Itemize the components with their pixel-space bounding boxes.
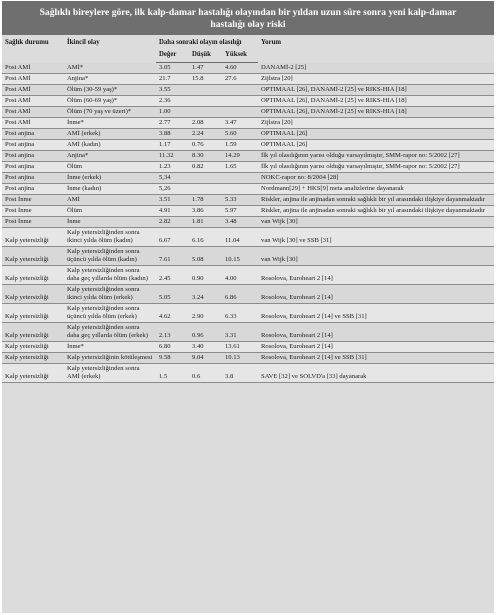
- table-row: [2, 266, 494, 285]
- cell-secondary-event: İnme*: [64, 118, 156, 129]
- cell-value: 2.13: [156, 323, 189, 342]
- cell-value: 7.61: [156, 247, 189, 266]
- cell-low: 0.82: [189, 162, 222, 173]
- cell-high: 27.6: [222, 74, 258, 85]
- cell-comment: Rosolova, Euroheart 2 [14]: [258, 342, 494, 353]
- table-row: [2, 228, 494, 247]
- cell-secondary-event: İnme: [64, 217, 156, 228]
- cell-low: 3.86: [189, 206, 222, 217]
- table-row: [2, 195, 494, 206]
- cell-health-status: Kalp yetersizliği: [2, 364, 64, 383]
- header-probability: Daha sonraki olayın olasılığı: [159, 39, 242, 46]
- table-row: [2, 129, 494, 140]
- cell-value: 5,34: [156, 173, 189, 184]
- cell-value: 5,26: [156, 184, 189, 195]
- cell-comment: Rosolova, Euroheart 2 [14] ve SSB [31]: [258, 304, 494, 323]
- subheader-high: Yüksek: [222, 49, 258, 63]
- cell-comment: OPTIMAAL [26], DANAMİ-2 [25] ve RIKS-HIA [18]: [258, 107, 494, 118]
- cell-comment: van Wijk [30]: [258, 217, 494, 228]
- cell-secondary-event: AMİ (kadın): [64, 140, 156, 151]
- cell-low: 0.76: [189, 140, 222, 151]
- table-row: [2, 151, 494, 162]
- cell-high: 6.86: [222, 285, 258, 304]
- cell-low: 1.47: [189, 63, 222, 74]
- cell-low: 2.90: [189, 304, 222, 323]
- cell-high: 11.04: [222, 228, 258, 247]
- subheader-low: Düşük: [189, 49, 222, 63]
- cell-comment: İlk yıl olasılığının yarısı olduğu varsayılmıştır, SMM-rapor no: 5/2002 [27]: [258, 151, 494, 162]
- cell-low: [189, 107, 222, 118]
- table-row: [2, 217, 494, 228]
- cell-comment: SAVE [32] ve SOLVD'a [33] dayanarak: [258, 364, 494, 383]
- cell-value: 2.45: [156, 266, 189, 285]
- cell-comment: NOKC-rapor no: 8/2004 [28]: [258, 173, 494, 184]
- table-row: [2, 323, 494, 342]
- cell-value: 2.36: [156, 96, 189, 107]
- cell-high: 5.33: [222, 195, 258, 206]
- cell-health-status: Post anjina: [2, 173, 64, 184]
- table-row: [2, 173, 494, 184]
- cell-health-status: Post anjina: [2, 140, 64, 151]
- cell-low: 9.04: [189, 353, 222, 364]
- cell-health-status: Kalp yetersizliği: [2, 342, 64, 353]
- cell-secondary-event: İnme (erkek): [64, 173, 156, 184]
- cell-low: [189, 85, 222, 96]
- document-page: [2, 1, 494, 613]
- cell-low: 15.8: [189, 74, 222, 85]
- cell-health-status: Post AMİ: [2, 118, 64, 129]
- cell-high: [222, 107, 258, 118]
- cell-high: 6.33: [222, 304, 258, 323]
- table-title: [2, 1, 494, 35]
- cell-high: 14.29: [222, 151, 258, 162]
- cell-low: 2.08: [189, 118, 222, 129]
- cell-low: 6.16: [189, 228, 222, 247]
- cell-health-status: Post anjina: [2, 162, 64, 173]
- cell-secondary-event: Ölüm: [64, 206, 156, 217]
- cell-value: 1.00: [156, 107, 189, 118]
- cell-value: 4.91: [156, 206, 189, 217]
- table-row: [2, 353, 494, 364]
- cell-health-status: Post anjina: [2, 151, 64, 162]
- cell-value: 3.88: [156, 129, 189, 140]
- cell-comment: OPTIMAAL [26]: [258, 129, 494, 140]
- cell-value: 2.82: [156, 217, 189, 228]
- cell-health-status: Post İnme: [2, 206, 64, 217]
- cell-secondary-event: Kalp yetersizliğinden sonra daha geç yıllarda ölüm (kadın): [64, 266, 156, 285]
- cell-secondary-event: Kalp yetersizliğinden sonra üçüncü yılda ölüm (kadın): [64, 247, 156, 266]
- cell-health-status: Kalp yetersizliği: [2, 323, 64, 342]
- cell-health-status: Post AMİ: [2, 74, 64, 85]
- cell-high: 5.60: [222, 129, 258, 140]
- cell-low: 5.08: [189, 247, 222, 266]
- table-row: [2, 162, 494, 173]
- cell-secondary-event: Anjina*: [64, 74, 156, 85]
- cell-health-status: Post İnme: [2, 195, 64, 206]
- cell-value: 9.58: [156, 353, 189, 364]
- table-row: [2, 74, 494, 85]
- cell-value: 4.62: [156, 304, 189, 323]
- cell-secondary-event: İnme (kadın): [64, 184, 156, 195]
- cell-low: 1.78: [189, 195, 222, 206]
- table-row: [2, 96, 494, 107]
- cell-secondary-event: Ölüm (60-69 yaş)*: [64, 96, 156, 107]
- cell-health-status: Kalp yetersizliği: [2, 228, 64, 247]
- cell-high: 3.47: [222, 118, 258, 129]
- cell-comment: İlk yıl olasılığının yarısı olduğu varsayılmıştır, SMM-rapor no: 5/2002 [27]: [258, 162, 494, 173]
- cell-value: 1.23: [156, 162, 189, 173]
- cell-comment: Rosolova, Euroheart 2 [14]: [258, 266, 494, 285]
- cell-low: 0.90: [189, 266, 222, 285]
- risk-table: [2, 35, 494, 383]
- cell-comment: Riskler, anjina ile anjinadan sonraki sağlıklı bir yıl arasındaki ilişkiye dayanmaktadır: [258, 206, 494, 217]
- cell-value: 11.32: [156, 151, 189, 162]
- cell-high: 3.31: [222, 323, 258, 342]
- table-row: [2, 140, 494, 151]
- cell-low: [189, 96, 222, 107]
- cell-secondary-event: Ölüm (30-59 yaş)*: [64, 85, 156, 96]
- subheader-value: Değer: [156, 49, 189, 63]
- cell-comment: van Wijk [30] ve SSB [31]: [258, 228, 494, 247]
- table-body: [2, 63, 494, 383]
- cell-secondary-event: Ölüm (70 yaş ve üzeri)*: [64, 107, 156, 118]
- cell-value: 6.80: [156, 342, 189, 353]
- title-line-2: hastalığı olay riski: [210, 18, 286, 30]
- table-row: [2, 118, 494, 129]
- cell-high: 5.97: [222, 206, 258, 217]
- cell-low: 1.81: [189, 217, 222, 228]
- cell-high: 4.00: [222, 266, 258, 285]
- cell-value: 2.77: [156, 118, 189, 129]
- cell-high: 4.60: [222, 63, 258, 74]
- cell-health-status: Kalp yetersizliği: [2, 266, 64, 285]
- cell-low: 3.40: [189, 342, 222, 353]
- cell-secondary-event: Kalp yetersizliğinden sonra AMİ (erkek): [64, 364, 156, 383]
- cell-value: 1.5: [156, 364, 189, 383]
- cell-value: 6.67: [156, 228, 189, 247]
- cell-secondary-event: Kalp yetersizliğinin kötüleşmesi: [64, 353, 156, 364]
- cell-high: 1.59: [222, 140, 258, 151]
- cell-health-status: Kalp yetersizliği: [2, 285, 64, 304]
- cell-value: 1.17: [156, 140, 189, 151]
- cell-secondary-event: Kalp yetersizliğinden sonra daha geç yıllarda ölüm (erkek): [64, 323, 156, 342]
- cell-high: [222, 85, 258, 96]
- table-row: [2, 206, 494, 217]
- cell-value: 3.05: [156, 63, 189, 74]
- cell-comment: Rosolova, Euroheart 2 [14]: [258, 323, 494, 342]
- cell-low: 0.96: [189, 323, 222, 342]
- cell-secondary-event: AMİ*: [64, 63, 156, 74]
- header-secondary-event: İkincil olay: [67, 39, 100, 46]
- cell-low: 0.6: [189, 364, 222, 383]
- cell-high: 3.8: [222, 364, 258, 383]
- cell-high: [222, 96, 258, 107]
- table-row: [2, 285, 494, 304]
- cell-comment: OPTIMAAL [26], DANAMİ-2 [25] ve RIKS-HIA [18]: [258, 85, 494, 96]
- cell-secondary-event: Kalp yetersizliğinden sonra üçüncü yılda ölüm (erkek): [64, 304, 156, 323]
- cell-secondary-event: İnme*: [64, 342, 156, 353]
- table-row: [2, 304, 494, 323]
- cell-low: [189, 184, 222, 195]
- table-row: [2, 342, 494, 353]
- cell-low: 8.30: [189, 151, 222, 162]
- cell-secondary-event: Ölüm: [64, 162, 156, 173]
- cell-secondary-event: Kalp yetersizliğinden sonra ikinci yılda ölüm (erkek): [64, 285, 156, 304]
- cell-health-status: Post anjina: [2, 184, 64, 195]
- table-row: [2, 63, 494, 74]
- cell-health-status: Kalp yetersizliği: [2, 247, 64, 266]
- cell-comment: van Wijk [30]: [258, 247, 494, 266]
- cell-health-status: Post AMİ: [2, 63, 64, 74]
- cell-comment: Zijlstra [20]: [258, 74, 494, 85]
- cell-low: [189, 173, 222, 184]
- cell-health-status: Post AMİ: [2, 85, 64, 96]
- cell-value: 21.7: [156, 74, 189, 85]
- cell-secondary-event: Anjina*: [64, 151, 156, 162]
- cell-comment: OPTIMAAL [26]: [258, 140, 494, 151]
- cell-value: 5.05: [156, 285, 189, 304]
- table-row: [2, 364, 494, 383]
- header-row: [2, 35, 494, 49]
- cell-secondary-event: AMİ (erkek): [64, 129, 156, 140]
- cell-comment: Zijlstra [20]: [258, 118, 494, 129]
- cell-secondary-event: Kalp yetersizliğinden sonra ikinci yılda ölüm (kadın): [64, 228, 156, 247]
- cell-high: [222, 173, 258, 184]
- title-line-1: Sağlıklı bireylere göre, ilk kalp-damar hastalığı olayından bir yıldan uzun süre sonra yeni kalp-damar: [39, 7, 457, 18]
- table-row: [2, 107, 494, 118]
- table-row: [2, 247, 494, 266]
- cell-high: 13.61: [222, 342, 258, 353]
- cell-high: [222, 184, 258, 195]
- cell-value: 3.55: [156, 85, 189, 96]
- cell-health-status: Post anjina: [2, 129, 64, 140]
- table-row: [2, 184, 494, 195]
- cell-low: 2.24: [189, 129, 222, 140]
- cell-low: 3.24: [189, 285, 222, 304]
- header-comment: Yorum: [261, 39, 282, 46]
- cell-high: 10.13: [222, 353, 258, 364]
- cell-high: 1.65: [222, 162, 258, 173]
- cell-comment: OPTIMAAL [26], DANAMİ-2 [25] ve RIKS-HIA [18]: [258, 96, 494, 107]
- cell-health-status: Kalp yetersizliği: [2, 353, 64, 364]
- cell-comment: Riskler, anjina ile anjinadan sonraki sağlıklı bir yıl arasındaki ilişkiye dayanmaktadır: [258, 195, 494, 206]
- cell-secondary-event: AMİ: [64, 195, 156, 206]
- cell-health-status: Post AMİ: [2, 96, 64, 107]
- cell-health-status: Post İnme: [2, 217, 64, 228]
- table-row: [2, 85, 494, 96]
- cell-health-status: Kalp yetersizliği: [2, 304, 64, 323]
- header-health-status: Sağlık durumu: [5, 39, 49, 46]
- cell-high: 3.48: [222, 217, 258, 228]
- cell-comment: DANAMİ-2 [25]: [258, 63, 494, 74]
- cell-value: 3.51: [156, 195, 189, 206]
- cell-comment: Nordmann[29] + HKS[9] meta analizlerine dayanarak: [258, 184, 494, 195]
- cell-comment: Rosolova, Euroheart 2 [14]: [258, 285, 494, 304]
- cell-health-status: Post AMİ: [2, 107, 64, 118]
- cell-comment: Rosolova, Euroheart 2 [14] ve SSB [31]: [258, 353, 494, 364]
- cell-high: 10.15: [222, 247, 258, 266]
